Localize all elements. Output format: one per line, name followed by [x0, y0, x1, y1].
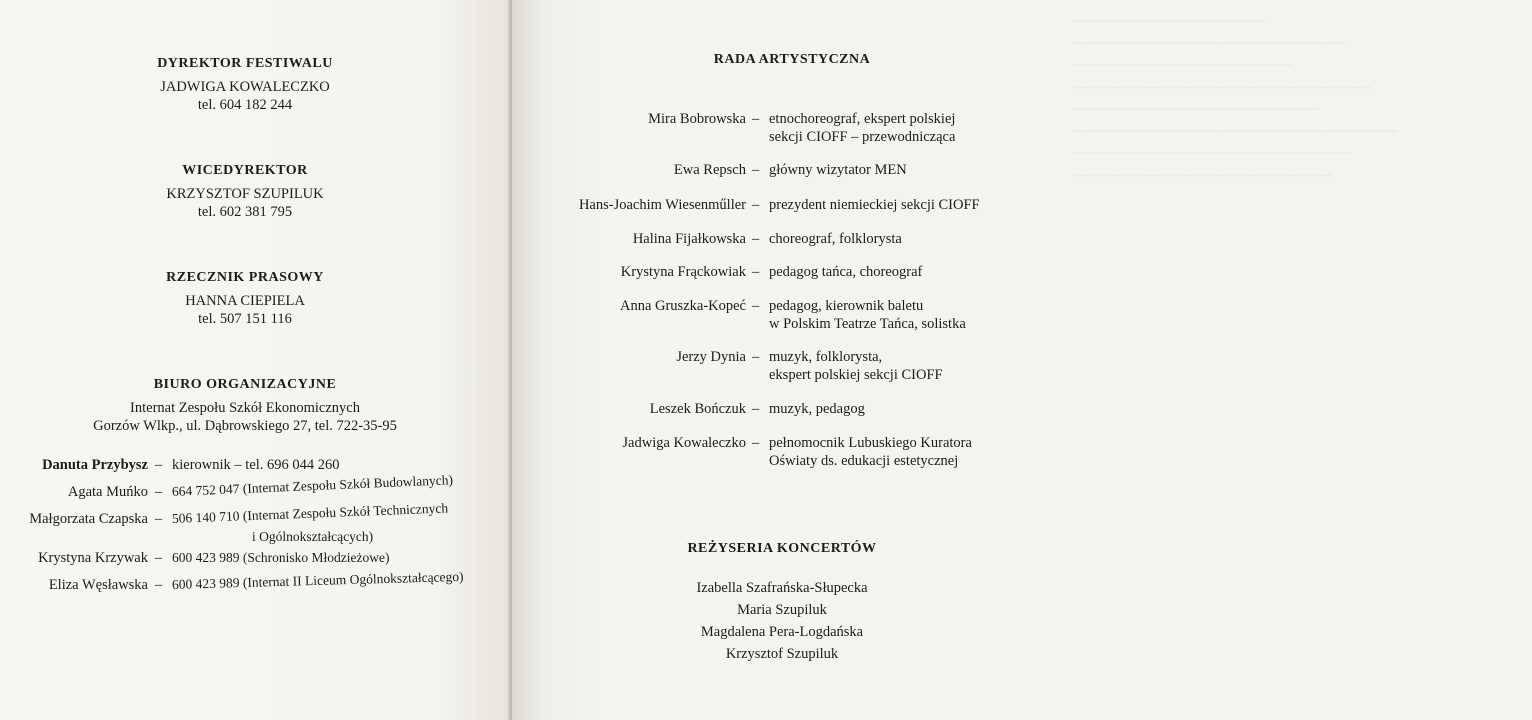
member-role: prezydent niemieckiej sekcji CIOFF — [769, 197, 980, 213]
director-entry: Izabella Szafrańska-Słupecka — [696, 580, 868, 596]
member-role: pedagog, kierownik baletu — [769, 298, 924, 314]
staff-dash: – — [155, 550, 163, 566]
member-name: Krystyna Frąckowiak — [620, 264, 746, 280]
director-entry: Maria Szupiluk — [737, 602, 827, 618]
member-name: Anna Gruszka-Kopeć — [619, 298, 746, 314]
staff-dash: – — [155, 457, 163, 473]
press-heading: RZECZNIK PRASOWY — [166, 270, 324, 285]
member-name: Hans-Joachim Wiesenműller — [578, 197, 746, 213]
deputy-name: KRZYSZTOF SZUPILUK — [166, 186, 324, 202]
staff-dash: – — [155, 511, 163, 527]
member-role: pedagog tańca, choreograf — [769, 264, 923, 280]
member-dash: – — [752, 298, 760, 314]
member-dash: – — [752, 111, 760, 127]
director-entry: Krzysztof Szupiluk — [725, 646, 839, 662]
member-role-continuation: sekcji CIOFF – przewodnicząca — [769, 129, 956, 145]
office-heading: BIURO ORGANIZACYJNE — [153, 377, 337, 392]
member-name: Leszek Bończuk — [649, 401, 746, 417]
member-dash: – — [752, 435, 760, 451]
staff-detail-continuation: i Ogólnokształcących) — [252, 529, 374, 544]
member-role-continuation: ekspert polskiej sekcji CIOFF — [769, 367, 943, 383]
staff-name: Danuta Przybysz — [42, 457, 148, 473]
director-heading: DYREKTOR FESTIWALU — [157, 56, 333, 71]
member-name: Jadwiga Kowaleczko — [622, 435, 746, 451]
deputy-phone: tel. 602 381 795 — [197, 204, 293, 220]
show-through-texture: ~~~~~~~~~~~~~~~~~~~~~~~~~~~~~~ ~~~~~~~~~~~~~~~~~~~~~~~~~~~~~~~~~~~~~~~~~~ ~~~~~~~~~~~~~~~~~~~~~~~~~~~~~~~~~~ ~~~~~~~~~~~~~~~~~~~~~~~~~~~~~~~~~~~~~~~~~~~~~~ ~~~~~~~~~~~~~~~~~~~~~~~~~~~~~~~~~~~~~~ ~~~~~~~~~~~~~~~~~~~~~~~~~~~~~~~~~~~~~~~~~~~~~~~~~~ ~~~~~~~~~~~~~~~~~~~~~~~~~~~~~~~~~~~~~~~~~~~ ~~~~~~~~~~~~~~~~~~~~~~~~~~~~~~~~~~~~~~~~ — [1072, 14, 1397, 182]
staff-dash: – — [155, 484, 163, 500]
member-role: muzyk, pedagog — [769, 401, 865, 417]
office-address-line1: Internat Zespołu Szkół Ekonomicznych — [130, 400, 360, 416]
staff-name: Eliza Węsławska — [48, 577, 148, 593]
press-name: HANNA CIEPIELA — [185, 293, 305, 309]
member-dash: – — [752, 264, 760, 280]
direction-heading: REŻYSERIA KONCERTÓW — [687, 541, 877, 556]
member-role: pełnomocnik Lubuskiego Kuratora — [769, 435, 972, 451]
left-page — [0, 0, 510, 720]
staff-name: Agata Muńko — [67, 484, 148, 500]
staff-detail: 600 423 989 (Schronisko Młodzieżowe) — [172, 550, 390, 565]
member-name: Halina Fijałkowska — [632, 231, 746, 247]
member-dash: – — [752, 349, 760, 365]
staff-detail: 506 140 710 (Internat Zespołu Szkół Technicznych — [171, 500, 449, 526]
staff-name: Krystyna Krzywak — [38, 550, 148, 566]
member-dash: – — [752, 231, 760, 247]
member-role: główny wizytator MEN — [769, 162, 907, 178]
member-name: Jerzy Dynia — [676, 349, 746, 365]
staff-detail: 664 752 047 (Internat Zespołu Szkół Budowlanych) — [171, 472, 454, 499]
member-name: Mira Bobrowska — [648, 111, 746, 127]
director-entry: Magdalena Pera-Logdańska — [700, 624, 864, 640]
council-heading: RADA ARTYSTYCZNA — [713, 52, 871, 67]
member-role: choreograf, folklorysta — [769, 231, 902, 247]
member-role-continuation: w Polskim Teatrze Tańca, solistka — [769, 316, 966, 332]
press-phone: tel. 507 151 116 — [198, 311, 292, 327]
staff-detail: 600 423 989 (Internat II Liceum Ogólnokształcącego) — [171, 568, 464, 592]
member-role: muzyk, folklorysta, — [769, 349, 883, 365]
director-phone: tel. 604 182 244 — [197, 97, 293, 113]
deputy-heading: WICEDYREKTOR — [182, 163, 308, 178]
staff-detail: kierownik – tel. 696 044 260 — [172, 457, 340, 473]
office-address-line2: Gorzów Wlkp., ul. Dąbrowskiego 27, tel. 722-35-95 — [93, 418, 397, 434]
member-role-continuation: Oświaty ds. edukacji estetycznej — [769, 453, 959, 469]
staff-dash: – — [155, 577, 163, 593]
member-dash: – — [752, 197, 760, 213]
member-role: etnochoreograf, ekspert polskiej — [769, 111, 956, 127]
director-name: JADWIGA KOWALECZKO — [160, 79, 330, 95]
staff-name: Małgorzata Czapska — [29, 511, 148, 527]
member-dash: – — [752, 162, 760, 178]
member-dash: – — [752, 401, 760, 417]
member-name: Ewa Repsch — [673, 162, 746, 178]
